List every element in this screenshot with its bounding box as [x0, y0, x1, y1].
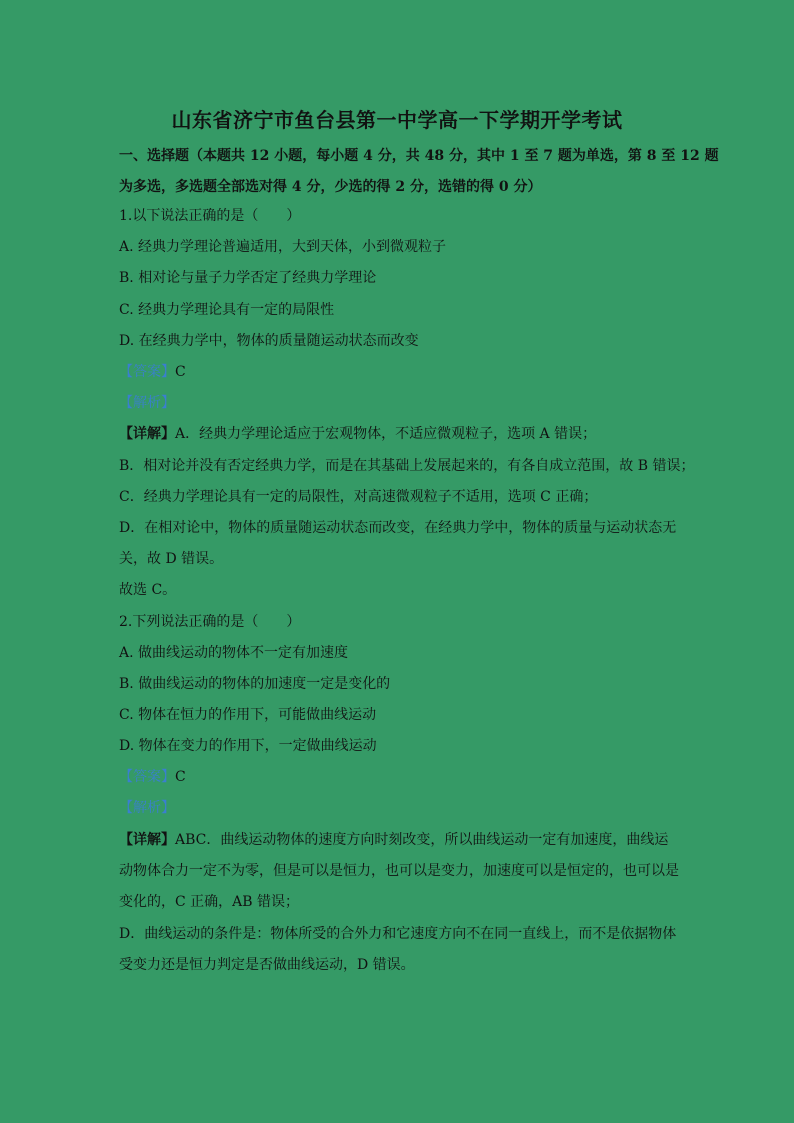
section-instructions-line1: 一、选择题（本题共 12 小题，每小题 4 分，共 48 分，其中 1 至 7 题为单选，第 8 至 12 题 — [119, 148, 719, 164]
section-instructions-line2: 为多选，多选题全部选对得 4 分，少选的得 2 分，选错的得 0 分） — [119, 179, 542, 195]
question-2-detail-line2: 动物体合力一定不为零，但是可以是恒力，也可以是变力，加速度可以是恒定的，也可以是 — [119, 863, 679, 879]
question-2-detail-line4: D．曲线运动的条件是：物体所受的合外力和它速度方向不在同一直线上，而不是依据物体 — [119, 926, 677, 942]
question-2-option-b: B. 做曲线运动的物体的加速度一定是变化的 — [119, 676, 391, 692]
question-1-detail-line4: D．在相对论中，物体的质量随运动状态而改变，在经典力学中，物体的质量与运动状态无 — [119, 520, 677, 536]
detail-text: ABC．曲线运动物体的速度方向时刻改变，所以曲线运动一定有加速度，曲线运 — [175, 832, 669, 848]
question-2-detail-line1 — [119, 830, 689, 850]
question-1-option-d: D. 在经典力学中，物体的质量随运动状态而改变 — [119, 333, 419, 349]
question-1-option-c: C. 经典力学理论具有一定的局限性 — [119, 302, 335, 318]
detail-tag: 【详解】 — [119, 832, 175, 848]
question-2-answer — [119, 767, 689, 787]
question-1-option-b: B. 相对论与量子力学否定了经典力学理论 — [119, 270, 377, 286]
question-2-detail-line3: 变化的，C 正确，AB 错误； — [119, 894, 300, 910]
detail-tag: 【详解】 — [119, 426, 175, 442]
detail-text: A．经典力学理论适应于宏观物体，不适应微观粒子，选项 A 错误； — [175, 426, 597, 442]
answer-tag: 【答案】 — [119, 769, 175, 785]
question-1-conclusion: 故选 C。 — [119, 582, 177, 598]
question-1-analysis-tag: 【解析】 — [119, 395, 175, 411]
question-1-answer — [119, 362, 689, 382]
question-1-stem: 1.以下说法正确的是（ ） — [119, 208, 301, 224]
question-2-option-c: C. 物体在恒力的作用下，可能做曲线运动 — [119, 707, 377, 723]
question-1-option-a: A. 经典力学理论普遍适用，大到天体，小到微观粒子 — [119, 239, 447, 255]
page-title: 山东省济宁市鱼台县第一中学高一下学期开学考试 — [171, 108, 623, 132]
answer-tag: 【答案】 — [119, 364, 175, 380]
answer-value: C — [175, 364, 186, 380]
question-2-stem: 2.下列说法正确的是（ ） — [119, 614, 301, 630]
question-1-detail-line2: B．相对论并没有否定经典力学，而是在其基础上发展起来的，有各自成立范围，故 B 错误； — [119, 458, 695, 474]
question-2-detail-line5: 受变力还是恒力判定是否做曲线运动，D 错误。 — [119, 957, 415, 973]
question-2-analysis-tag: 【解析】 — [119, 800, 175, 816]
question-1-detail-line5: 关，故 D 错误。 — [119, 551, 224, 567]
answer-value: C — [175, 769, 186, 785]
question-2-option-a: A. 做曲线运动的物体不一定有加速度 — [119, 645, 349, 661]
question-2-option-d: D. 物体在变力的作用下，一定做曲线运动 — [119, 738, 377, 754]
question-1-detail-line1 — [119, 424, 689, 444]
question-1-detail-line3: C．经典力学理论具有一定的局限性，对高速微观粒子不适用，选项 C 正确； — [119, 489, 598, 505]
